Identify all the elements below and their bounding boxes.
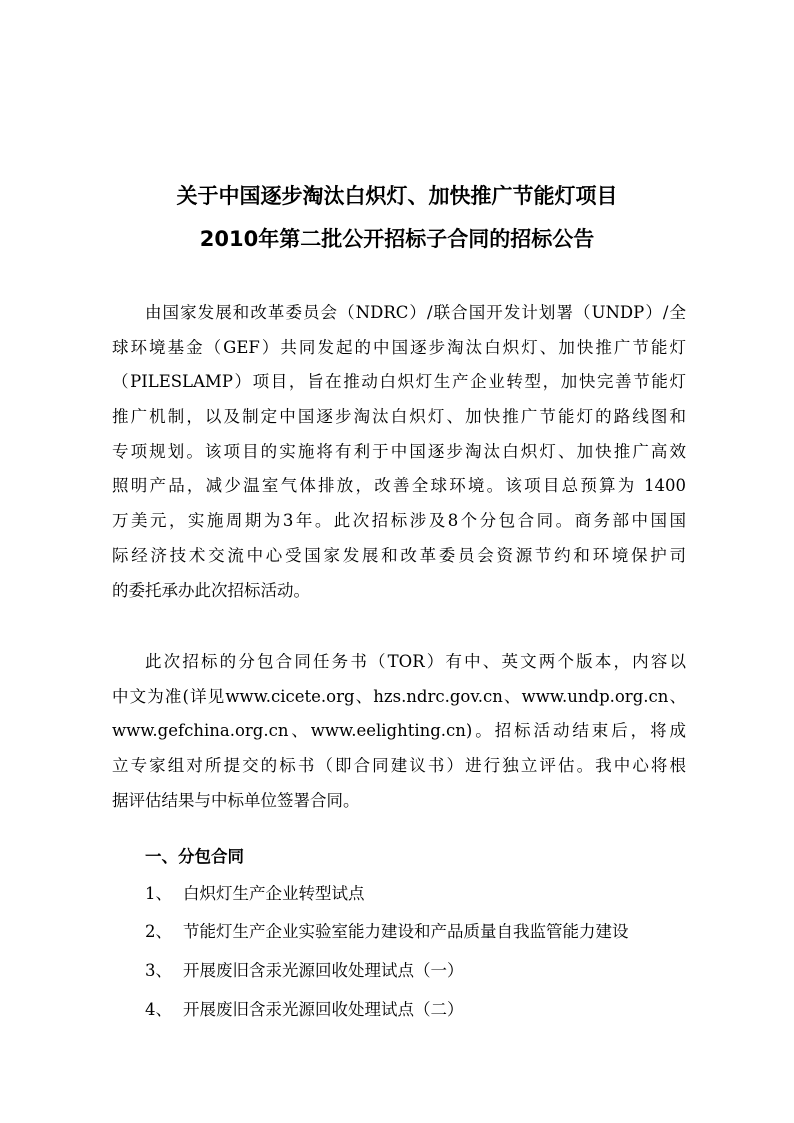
paragraph-line: 万美元，实施周期为3年。此次招标涉及8个分包合同。商务部中国国 [112, 511, 686, 531]
paragraph-line: 际经济技术交流中心受国家发展和改革委员会资源节约和环境保护司 [112, 545, 686, 565]
paragraph-line: 由国家发展和改革委员会（NDRC）/联合国开发计划署（UNDP）/全 [145, 303, 686, 322]
paragraph-line: （PILESLAMP）项目，旨在推动白炽灯生产企业转型，加快完善节能灯 [112, 372, 686, 392]
list-item [145, 956, 464, 986]
paragraph-line: 专项规划。该项目的实施将有利于中国逐步淘汰白炽灯、加快推广高效 [112, 441, 686, 461]
list-item-text: 开展废旧含汞光源回收处理试点（二） [183, 1000, 464, 1019]
title-line-1: 关于中国逐步淘汰白炽灯、加快推广节能灯项目 [176, 184, 618, 208]
paragraph-line: 中文为准(详见www.cicete.org、hzs.ndrc.gov.cn、www.undp.org.cn、 [112, 686, 686, 706]
paragraph-line: 立专家组对所提交的标书（即合同建议书）进行独立评估。我中心将根 [112, 756, 686, 776]
list-item-number: 2、 [145, 922, 172, 941]
list-item [145, 995, 464, 1025]
paragraph-line: www.gefchina.org.cn、www.eelighting.cn)。招标活动结束后，将成 [112, 721, 686, 741]
paragraph-line: 此次招标的分包合同任务书（TOR）有中、英文两个版本，内容以 [145, 652, 686, 671]
paragraph-line: 照明产品，减少温室气体排放，改善全球环境。该项目总预算为 1400 [112, 476, 686, 496]
title-line-2: 2010年第二批公开招标子合同的招标公告 [199, 227, 595, 251]
list-item-number: 4、 [145, 1000, 172, 1019]
paragraph-intro [112, 296, 686, 608]
paragraph-tor [112, 645, 686, 818]
list-item-number: 3、 [145, 961, 172, 980]
paragraph-line: 据评估结果与中标单位签署合同。 [112, 790, 360, 810]
list-item [145, 879, 365, 909]
list-item [145, 917, 629, 947]
list-item-text: 白炽灯生产企业转型试点 [183, 884, 365, 903]
paragraph-line: 球环境基金（GEF）共同发起的中国逐步淘汰白炽灯、加快推广节能灯 [112, 337, 686, 357]
list-item-number: 1、 [145, 884, 172, 903]
paragraph-line: 推广机制，以及制定中国逐步淘汰白炽灯、加快推广节能灯的路线图和 [112, 407, 686, 427]
list-item-text: 节能灯生产企业实验室能力建设和产品质量自我监管能力建设 [183, 922, 629, 941]
section-heading: 一、分包合同 [145, 847, 244, 866]
list-item-text: 开展废旧含汞光源回收处理试点（一） [183, 961, 464, 980]
paragraph-line: 的委托承办此次招标活动。 [112, 580, 310, 600]
